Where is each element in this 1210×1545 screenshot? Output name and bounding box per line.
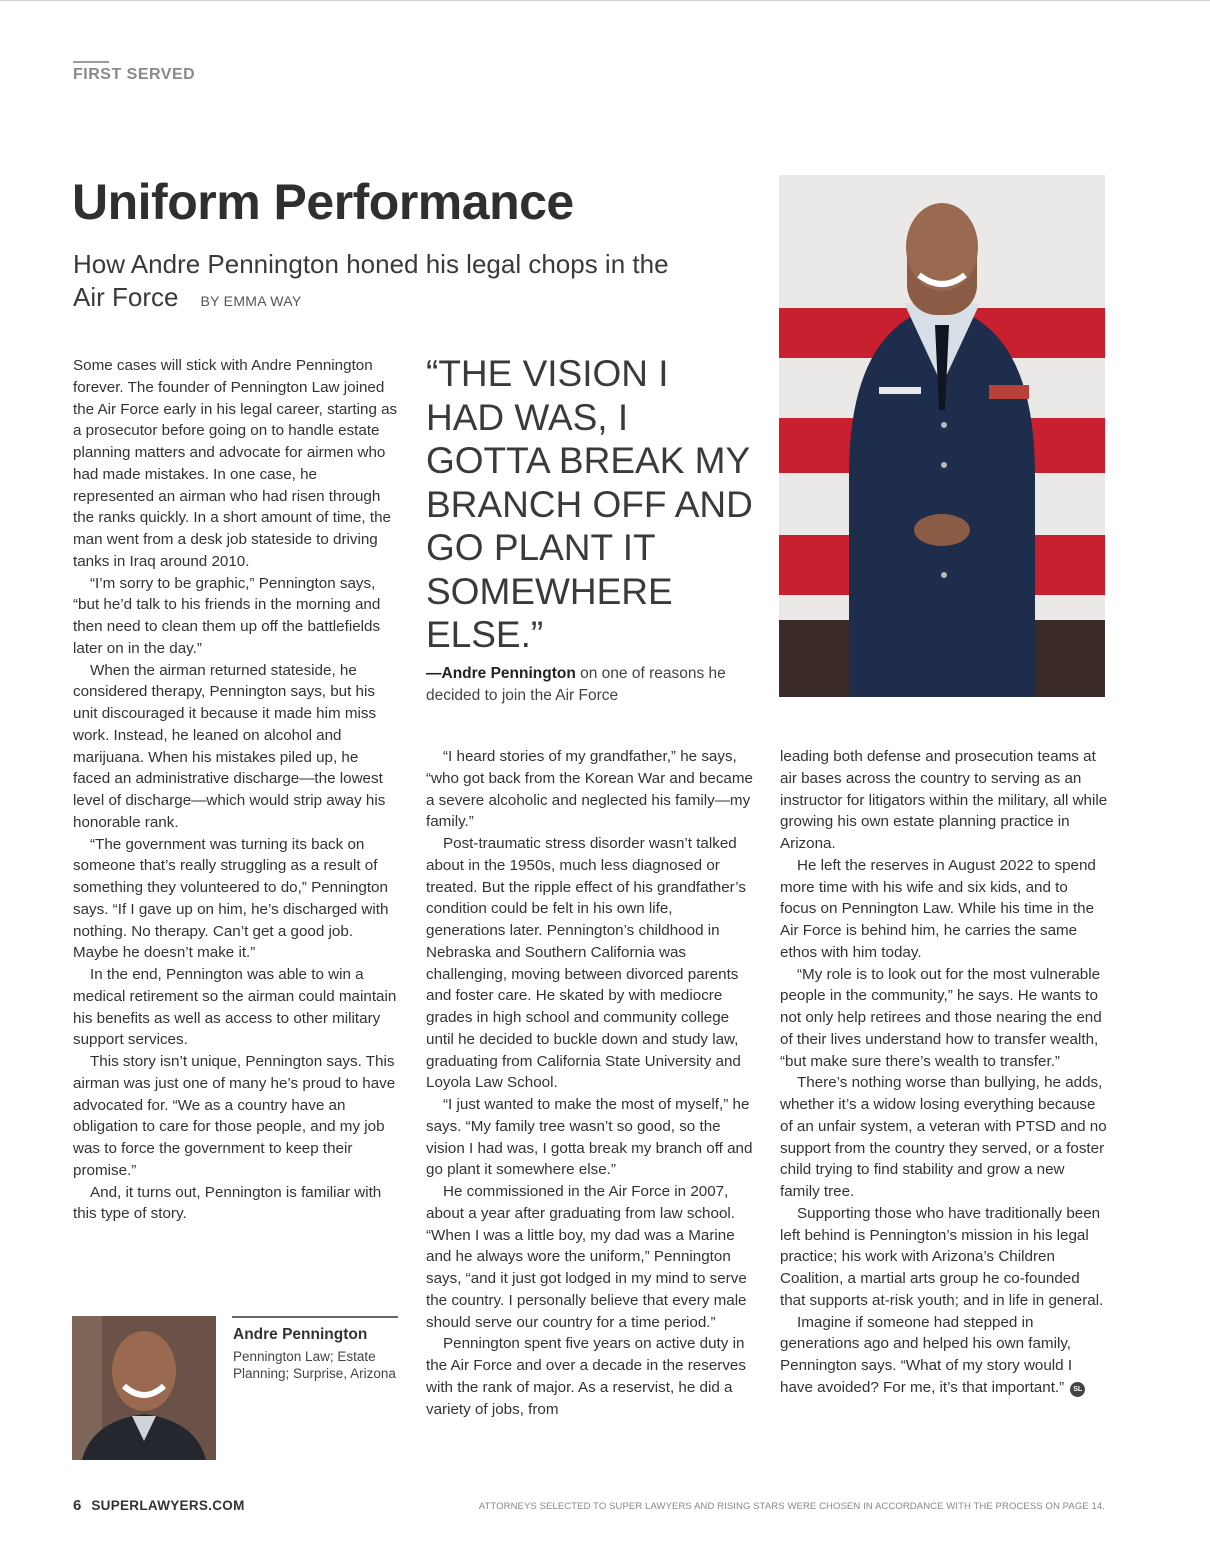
body-column-2: [426, 746, 754, 1420]
section-label: FIRST SERVED: [73, 66, 196, 83]
portrait-photo: [779, 175, 1105, 697]
byline: BY EMMA WAY: [200, 293, 302, 309]
end-mark-icon: SL: [1070, 1382, 1085, 1397]
paragraph: He left the reserves in August 2022 to spend more time with his wife and six kids, and to focus on Pennington Law. While his time in the Air Force is behind him, he carries the same ethos with him today.: [780, 856, 1096, 961]
paragraph: “I’m sorry to be graphic,” Pennington says, “but he’d talk to his friends in the morning and then need to clean them up off the battlefields later on in the day.”: [73, 574, 381, 657]
profile-detail: Pennington Law; Estate Planning; Surprise, Arizona: [233, 1349, 396, 1381]
folio: [73, 1497, 245, 1514]
paragraph: And, it turns out, Pennington is familiar with this type of story.: [73, 1183, 382, 1223]
top-border: [0, 0, 1210, 1]
profile-name: Andre Pennington: [233, 1326, 368, 1343]
pull-quote-attribution: [426, 663, 746, 707]
attribution-text: on one of reasons he decided to join the Air Force: [426, 665, 726, 704]
paragraph: “I heard stories of my grandfather,” he says, “who got back from the Korean War and became a severe alcoholic and neglected his family—my family.”: [426, 748, 753, 831]
paragraph: [780, 1312, 1108, 1399]
portrait-illustration: [779, 175, 1105, 697]
paragraph: “I just wanted to make the most of myself,” he says. “My family tree wasn’t so good, so the vision I had was, I gotta break my branch off and go plant it somewhere else.”: [426, 1096, 753, 1179]
paragraph: In the end, Pennington was able to win a medical retirement so the airman could maintain his benefits as well as access to other military support services.: [73, 966, 397, 1049]
section-rule: [73, 61, 109, 63]
footer-disclaimer: ATTORNEYS SELECTED TO SUPER LAWYERS AND RISING STARS WERE CHOSEN IN ACCORDANCE WITH THE PROCESS ON PAGE 14.: [478, 1501, 1105, 1512]
body-column-3: [780, 746, 1108, 1399]
profile-rule: [232, 1316, 398, 1318]
paragraph-text: Imagine if someone had stepped in generations ago and helped his own family, Pennington says. “What of my story would I have avoided? For me, it’s that important.”: [780, 1313, 1073, 1396]
article-title: Uniform Performance: [72, 174, 574, 230]
paragraph: Supporting those who have traditionally been left behind is Pennington’s mission in his legal practice; his work with Arizona’s Children Coalition, a martial arts group he co-founded that supports at-risk youth; and in life in general.: [780, 1204, 1104, 1309]
pull-quote: “THE VISION I HAD WAS, I GOTTA BREAK MY BRANCH OFF AND GO PLANT IT SOMEWHERE ELSE.”: [426, 353, 753, 655]
paragraph: Some cases will stick with Andre Pennington forever. The founder of Pennington Law joined the Air Force early in his legal career, starting as a prosecutor before going on to handle estate planning matters and advocate for airmen who had made mistakes. In one case, he represented an airman who had risen through the ranks quickly. In a short amount of time, the man went from a desk job stateside to driving tanks in Iraq around 2010.: [73, 357, 398, 570]
attribution-name: —Andre Pennington: [426, 665, 576, 682]
article-dek: [73, 248, 693, 318]
paragraph: This story isn’t unique, Pennington says. This airman was just one of many he’s proud to have advocated for. “We as a country have an obligation to care for those people, and my job was to force the government to keep their promise.”: [73, 1053, 396, 1179]
page-number: 6: [73, 1497, 82, 1514]
paragraph: leading both defense and prosecution teams at air bases across the country to serving as an instructor for litigators within the military, all while growing his own estate planning practice in Arizona.: [780, 748, 1108, 852]
site-link[interactable]: SUPERLAWYERS.COM: [91, 1498, 245, 1513]
paragraph: “The government was turning its back on someone that’s really struggling as a result of something they volunteered to do,” Pennington says. “If I gave up on him, he’s discharged with nothing. No therapy. Can’t get a good job. Maybe he doesn’t make it.”: [73, 835, 389, 962]
paragraph: “My role is to look out for the most vulnerable people in the community,” he says. He wants to not only help retirees and those nearing the end of their lives understand how to transfer wealth, “but make sure there’s wealth to transfer.”: [780, 965, 1102, 1070]
body-column-1: [73, 355, 398, 1225]
headshot-illustration: [72, 1316, 216, 1460]
paragraph: Post-traumatic stress disorder wasn’t talked about in the 1950s, much less diagnosed or treated. But the ripple effect of his grandfather’s condition could be felt in his own life, generations later. Pennington’s childhood in Nebraska and Southern California was challenging, moving between divorced parents and foster care. He skated by with mediocre grades in high school and community college until he decided to buckle down and study law, graduating from California State University and Loyola Law School.: [426, 835, 746, 1092]
paragraph: He commissioned in the Air Force in 2007, about a year after graduating from law school. “When I was a little boy, my dad was a Marine and he always wore the uniform,” Pennington says, “and it just got lodged in my mind to serve the country. I personally believe that every male should serve our country for a time period.”: [426, 1183, 747, 1331]
paragraph: When the airman returned stateside, he considered therapy, Pennington says, but his unit discouraged it because it made him miss work. Instead, he leaned on alcohol and marijuana. When his mistakes piled up, he faced an administrative discharge—the lowest level of discharge—which would strip away his honorable rank.: [73, 661, 386, 831]
profile-headshot: [72, 1316, 216, 1460]
paragraph: Pennington spent five years on active duty in the Air Force and over a decade in the reserves with the rank of major. As a reservist, he did a variety of jobs, from: [426, 1335, 746, 1418]
paragraph: There’s nothing worse than bullying, he adds, whether it’s a widow losing everything because of an unfair system, a veteran with PTSD and no support from the country they served, or a foster child trying to find stability and grow a new family tree.: [780, 1074, 1107, 1200]
dek-text: How Andre Pennington honed his legal chops in the Air Force: [73, 249, 669, 312]
